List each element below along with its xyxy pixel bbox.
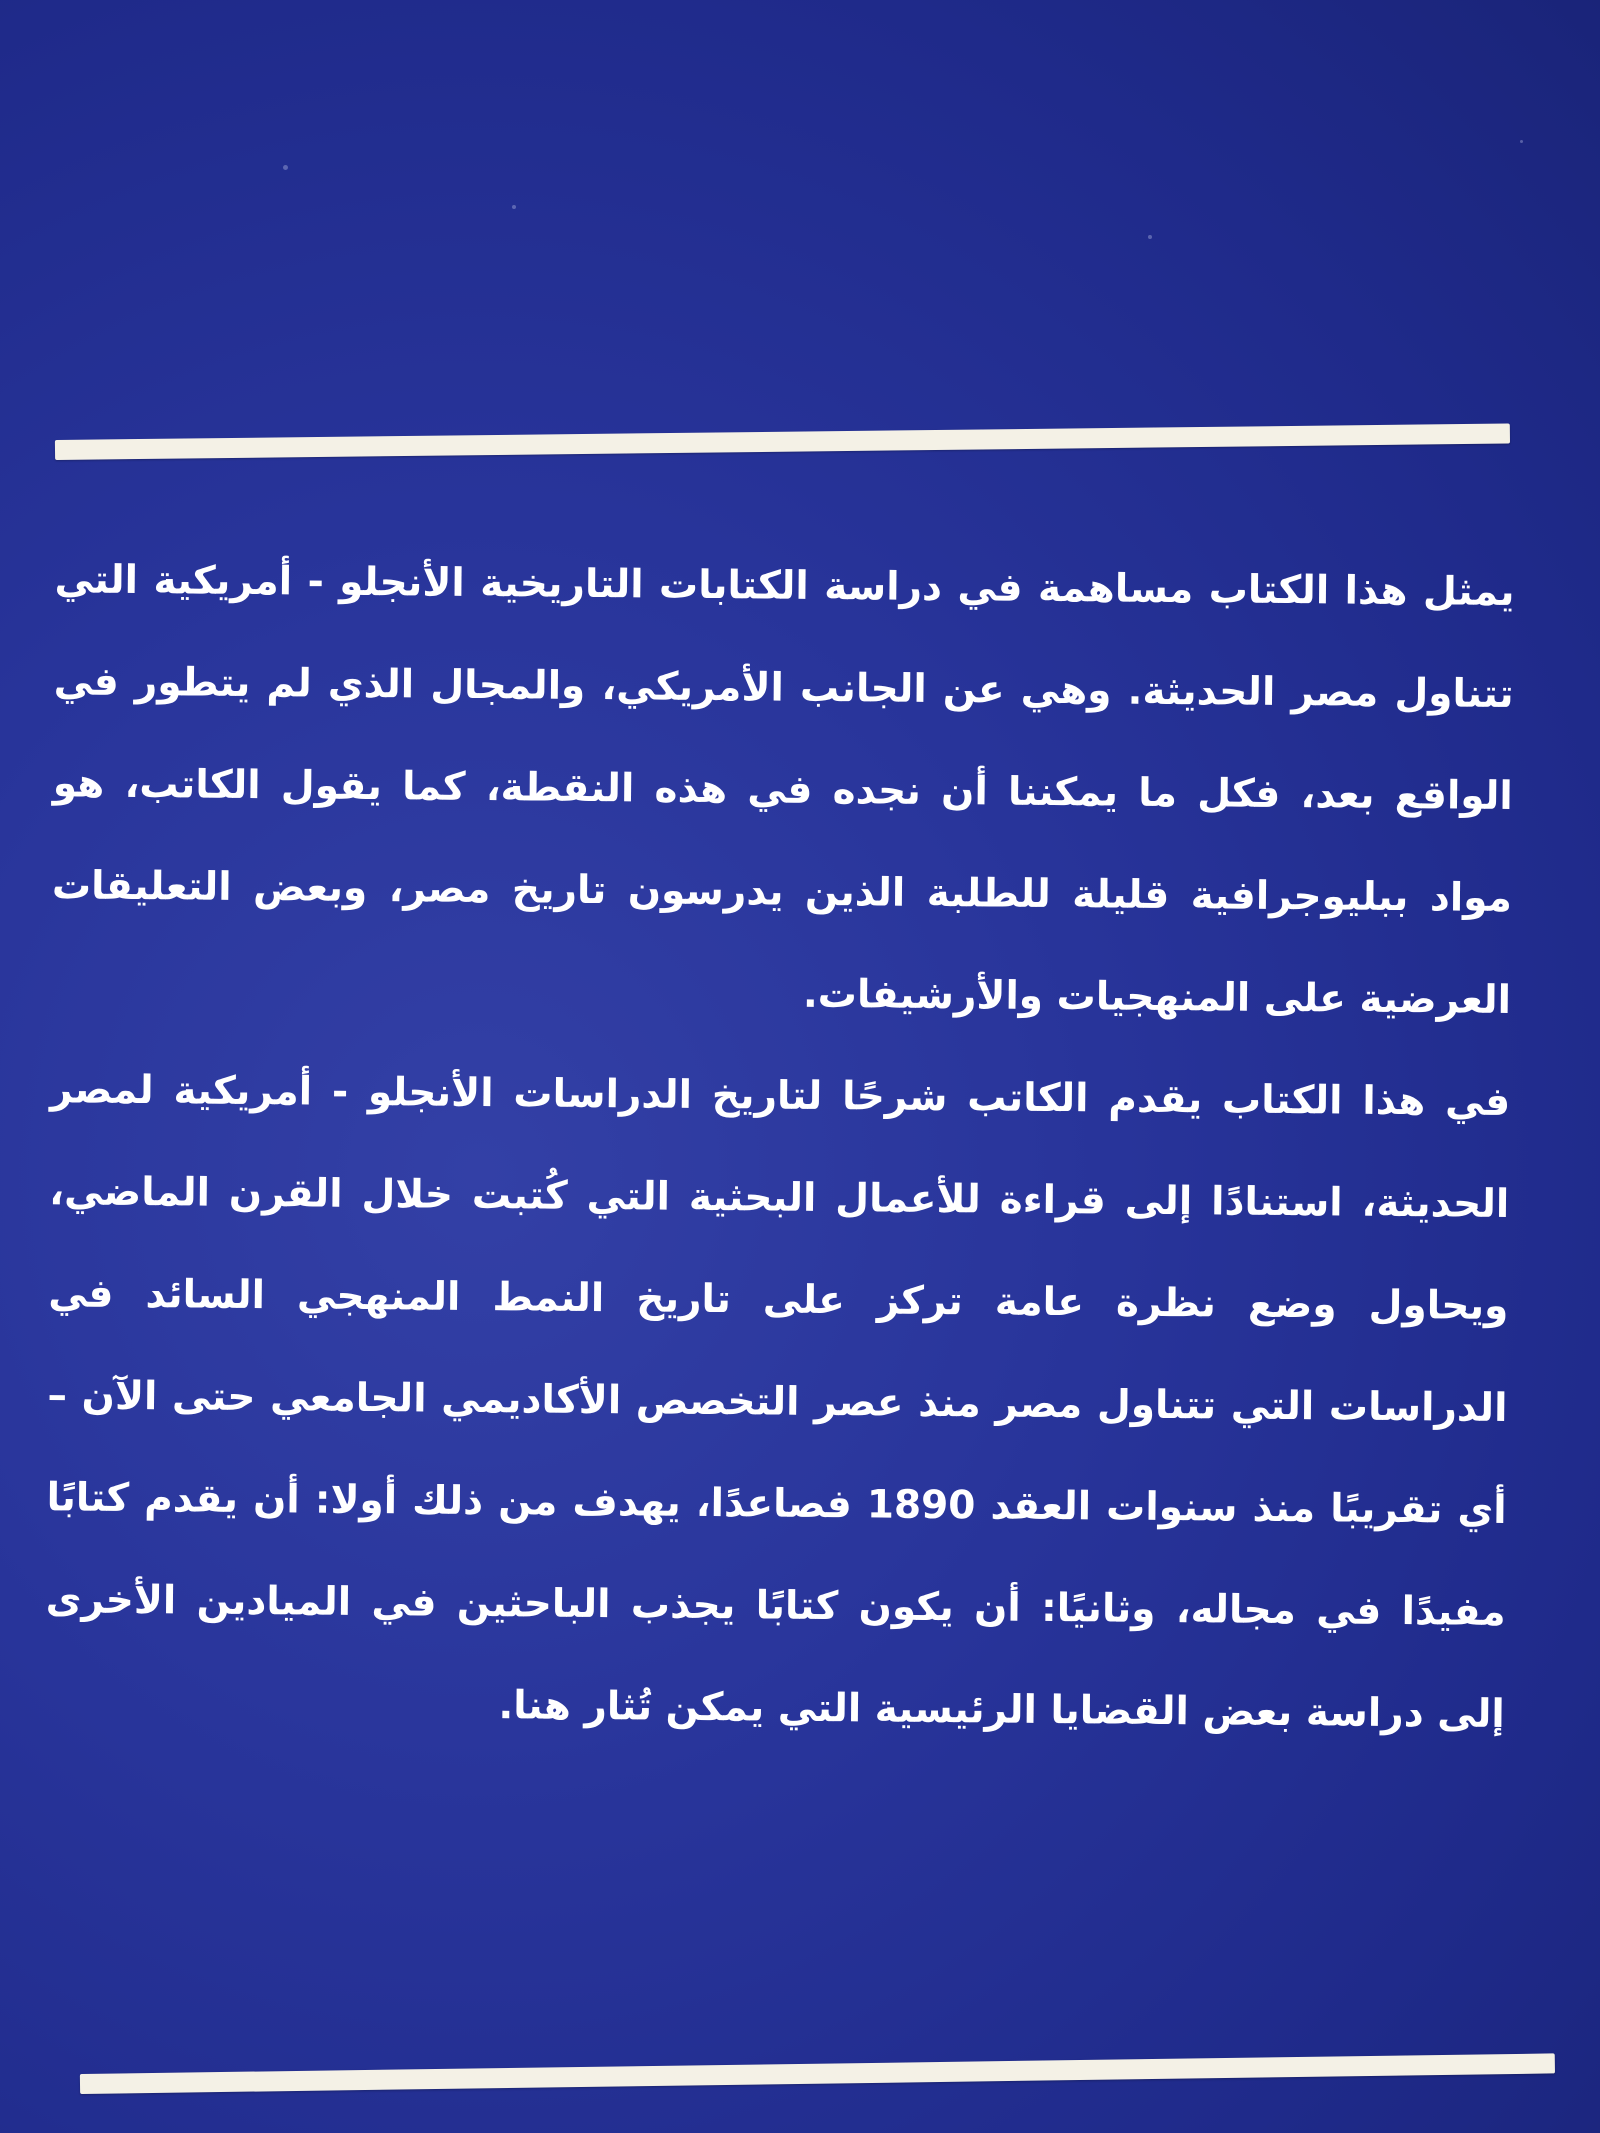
dust-speck [1520,140,1523,143]
dust-speck [512,205,516,209]
bottom-divider-rule [80,2053,1555,2094]
dust-speck [283,165,288,170]
blurb-paragraph-2: في هذا الكتاب يقدم الكاتب شرحًا لتاريخ الدراسات الأنجلو - أمريكية لمصر الحديثة، استنادًا إلى قراءة للأعمال البحثية التي كُتبت خلال القرن الماضي، ويحاول وضع نظرة عامة تركز على تاريخ النمط المنهجي السائد في الدراسات التي تتناول مصر منذ عصر التخصص الأكاديمي الجامعي حتى الآن – أي تقريبًا منذ سنوات العقد 1890 فصاعدًا، يهدف من ذلك أولا: أن يقدم كتابًا مفيدًا في مجاله، وثانيًا: أن يكون كتابًا يجذب الباحثين في الميادين الأخرى إلى دراسة بعض القضايا الرئيسية التي يمكن تُثار هنا. [45,1067,1511,1737]
top-divider-rule [55,423,1510,460]
blurb-paragraph-1: يمثل هذا الكتاب مساهمة في دراسة الكتابات التاريخية الأنجلو - أمريكية التي تتناول مصر الحديثة. وهي عن الجانب الأمريكي، والمجال الذي لم يتطور في الواقع بعد، فكل ما يمكننا أن نجده في هذه النقطة، كما يقول الكاتب، هو مواد ببليوجرافية قليلة للطلبة الذين يدرسون تاريخ مصر، وبعض التعليقات العرضية على المنهجيات والأرشيفات. [51,557,1515,1023]
back-cover-blurb [44,529,1515,1766]
dust-speck [1148,235,1152,239]
